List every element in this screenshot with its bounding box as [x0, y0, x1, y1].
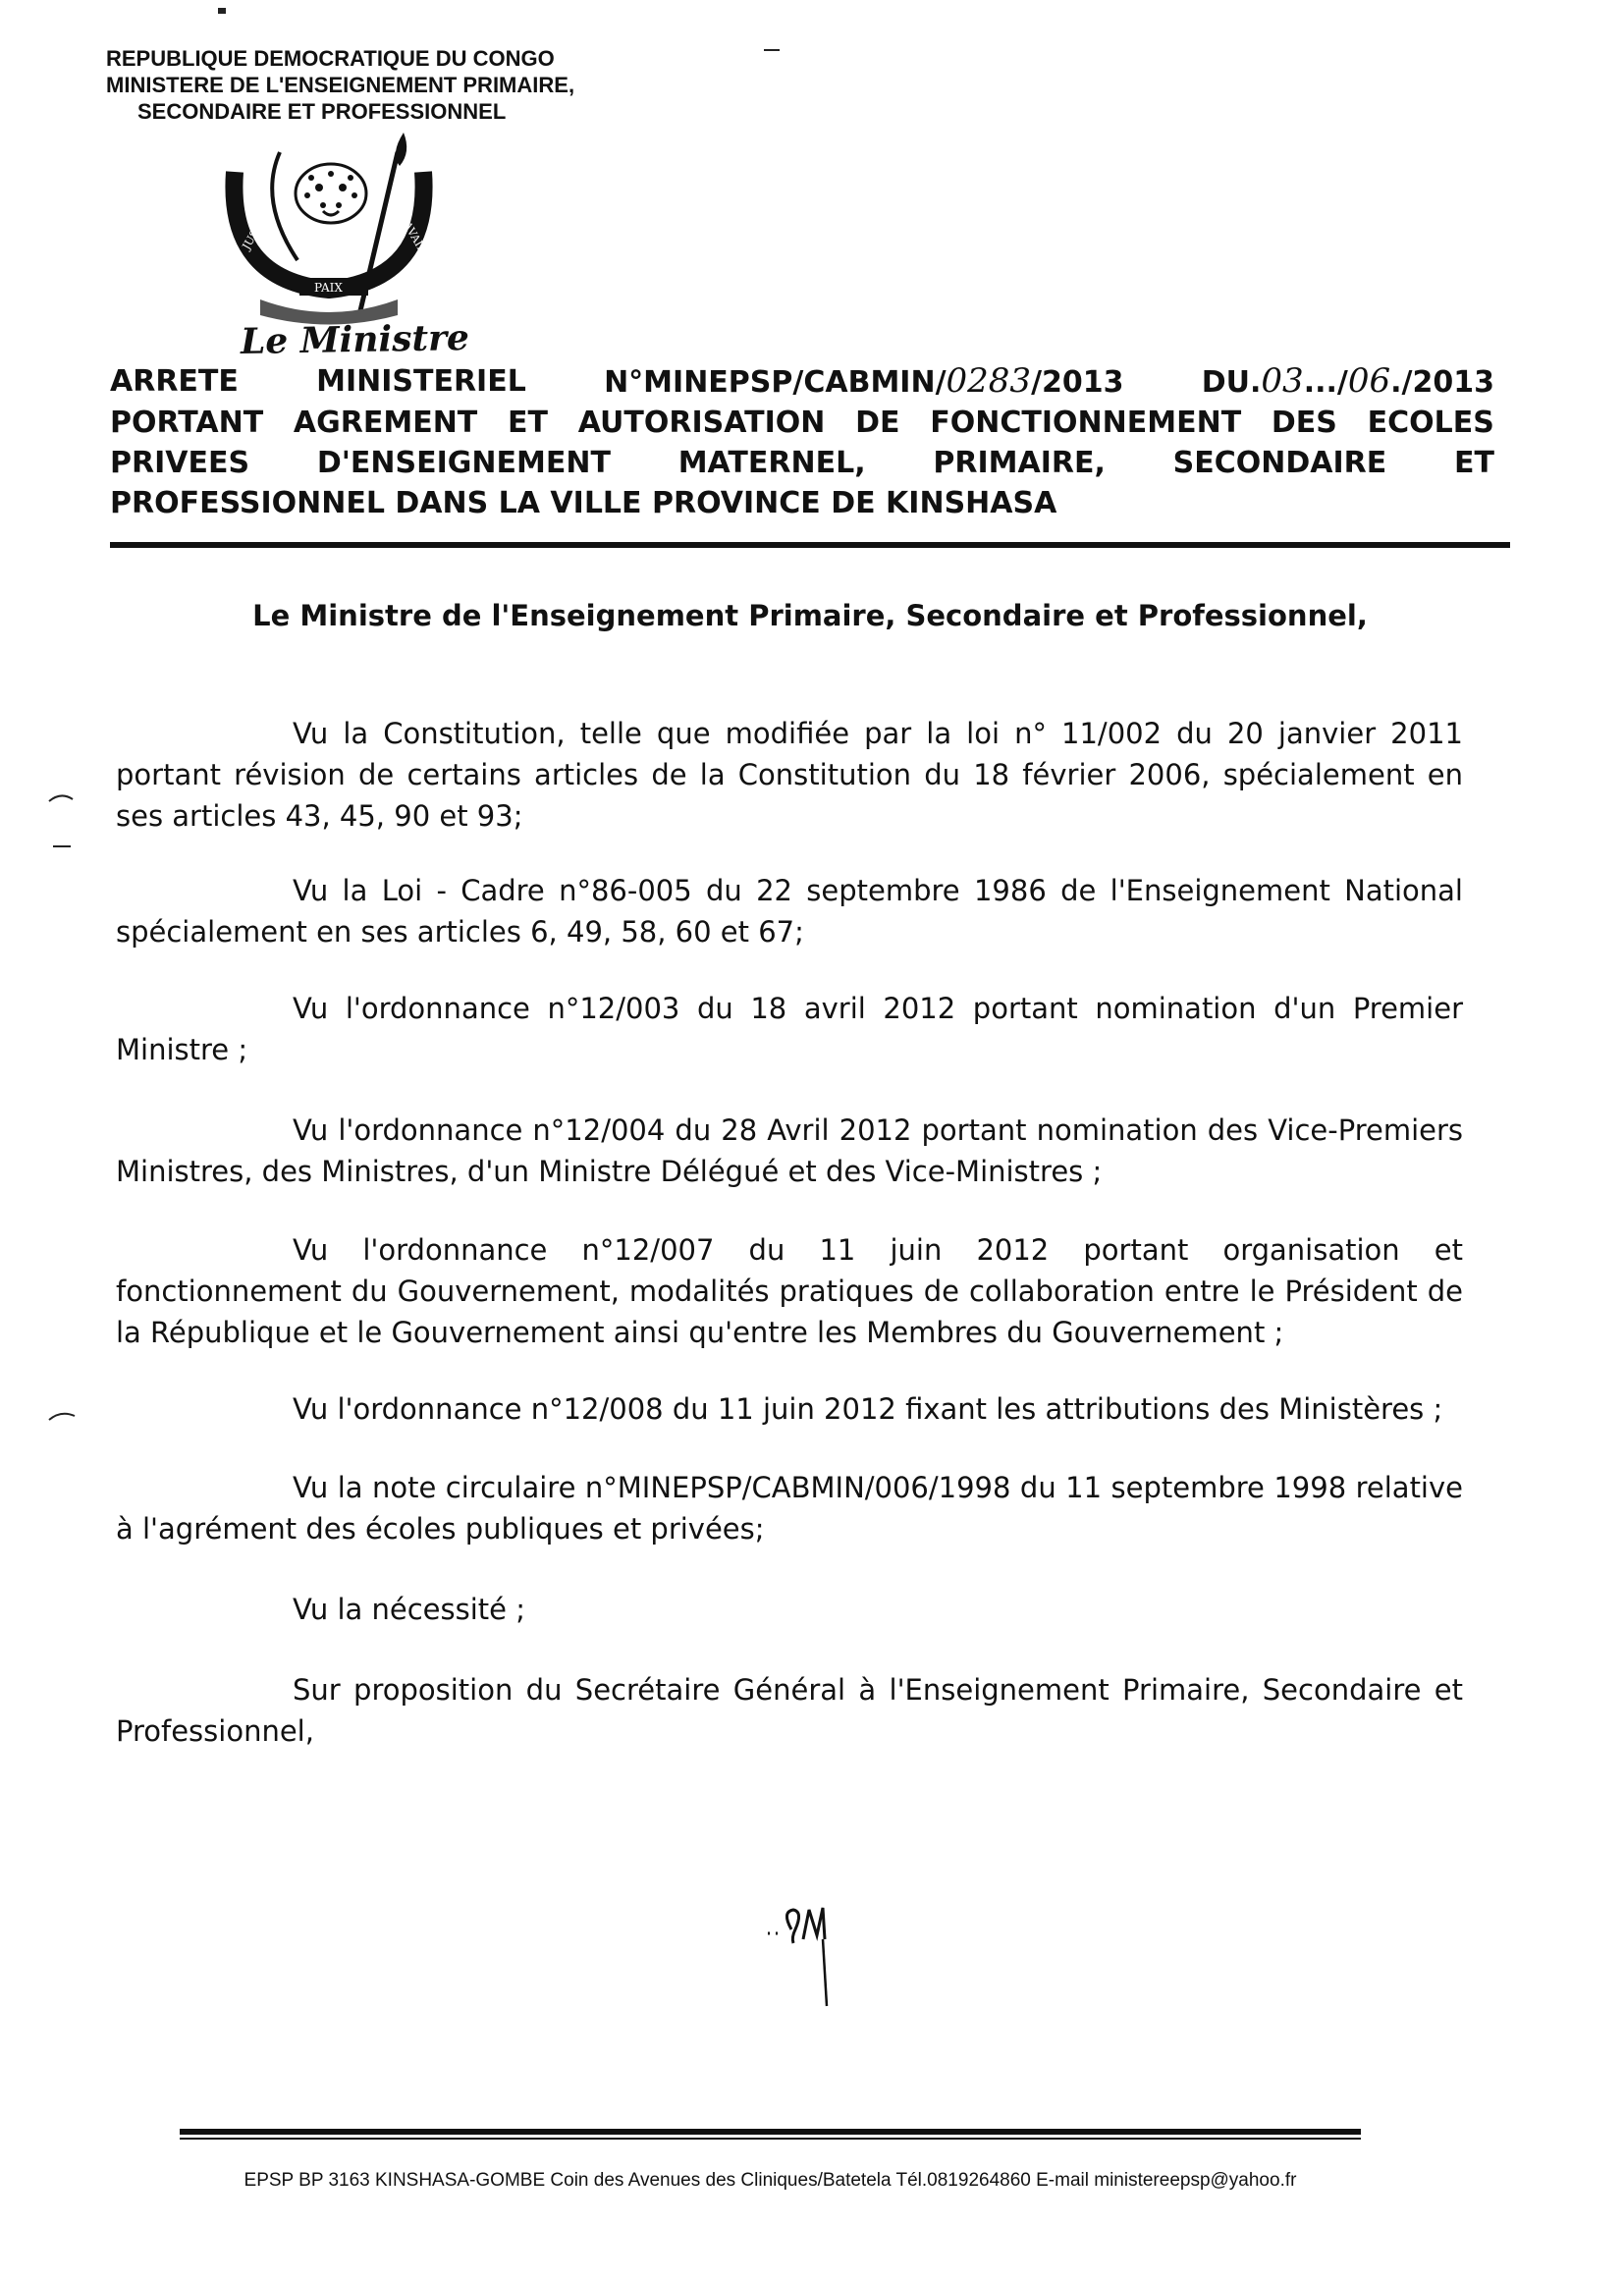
- title-word: DES: [1271, 406, 1337, 440]
- handwritten-day: 03: [1261, 361, 1304, 401]
- scan-mark: [764, 49, 780, 51]
- title-word: SECONDAIRE: [1172, 446, 1387, 480]
- paragraph: Sur proposition du Secrétaire Général à l'Enseignement Primaire, Secondaire et Professionnel,: [116, 1673, 1463, 1748]
- title-word: D'ENSEIGNEMENT: [316, 446, 611, 480]
- title-word: MATERNEL,: [677, 446, 866, 480]
- title-word: MINISTERIEL: [316, 364, 526, 399]
- paragraph: Vu la nécessité ;: [293, 1593, 525, 1626]
- title-reference: N°MINEPSP/CABMIN/0283/2013: [604, 361, 1124, 401]
- header-republic: REPUBLIQUE DEMOCRATIQUE DU CONGO: [106, 46, 555, 71]
- header-ministry-cont: SECONDAIRE ET PROFESSIONNEL: [137, 99, 507, 124]
- footer-divider: [180, 2129, 1361, 2135]
- paragraph: Vu la note circulaire n°MINEPSP/CABMIN/006/1998 du 11 septembre 1998 relative à l'agrément des écoles publiques et privées;: [116, 1471, 1463, 1546]
- title-line-1: [110, 361, 1494, 403]
- title-date: DU.03.../06./2013: [1201, 361, 1494, 401]
- title-line-2: [110, 403, 1494, 443]
- title-word: AGREMENT: [293, 406, 478, 440]
- title-word: ET: [508, 406, 548, 440]
- title-word: FONCTIONNEMENT: [930, 406, 1242, 440]
- document-title: [110, 361, 1494, 523]
- scan-mark: [218, 8, 226, 14]
- title-word: PRIMAIRE,: [933, 446, 1106, 480]
- footer-divider: [180, 2138, 1361, 2140]
- title-word: PRIVEES: [110, 446, 250, 480]
- svg-text:JUSTICE: JUSTICE: [240, 203, 276, 252]
- paragraph: Vu l'ordonnance n°12/003 du 18 avril 2012 portant nomination d'un Premier Ministre ;: [116, 992, 1463, 1066]
- header-ministry: MINISTERE DE L'ENSEIGNEMENT PRIMAIRE,: [106, 73, 575, 97]
- margin-mark: [43, 1404, 82, 1434]
- handwritten-initials: [764, 1900, 842, 2013]
- title-word: ECOLES: [1367, 406, 1494, 440]
- paragraph: Vu la Constitution, telle que modifiée par la loi n° 11/002 du 20 janvier 2011 portant révision de certains articles de la Constitution du 18 février 2006, spécialement en ses articles 43, 45, 90 et 93;: [116, 717, 1463, 833]
- paragraph: Vu la Loi - Cadre n°86-005 du 22 septembre 1986 de l'Enseignement National spécialement en ses articles 6, 49, 58, 60 et 67;: [116, 874, 1463, 949]
- footer-contact: EPSP BP 3163 KINSHASA-GOMBE Coin des Avenues des Cliniques/Batetela Tél.0819264860 E-mail ministereepsp@yahoo.fr: [244, 2170, 1297, 2191]
- title-word: ET: [1454, 446, 1494, 480]
- handwritten-number: 0283: [946, 361, 1032, 401]
- title-line-3: [110, 443, 1494, 483]
- title-word: PORTANT: [110, 406, 264, 440]
- coat-of-arms-icon: [221, 133, 466, 334]
- svg-text:TRAVAIL: TRAVAIL: [393, 206, 429, 255]
- title-line-4: PROFESSIONNEL DANS LA VILLE PROVINCE DE KINSHASA: [110, 486, 1057, 520]
- minister-heading: Le Ministre de l'Enseignement Primaire, Secondaire et Professionnel,: [252, 599, 1368, 632]
- title-word: DE: [855, 406, 900, 440]
- signatory-title: Le Ministre: [240, 316, 470, 363]
- paragraph: Vu l'ordonnance n°12/007 du 11 juin 2012 portant organisation et fonctionnement du Gouvernement, modalités pratiques de collaboration entre le Président de la République et le Gouvernement ainsi qu'entre les Membres du Gouvernement ;: [116, 1233, 1463, 1349]
- svg-text:PAIX: PAIX: [314, 281, 343, 295]
- title-word: ARRETE: [110, 364, 239, 399]
- paragraph: Vu l'ordonnance n°12/004 du 28 Avril 2012 portant nomination des Vice-Premiers Ministres, des Ministres, d'un Ministre Délégué et des Vice-Ministres ;: [116, 1113, 1463, 1188]
- paragraph: Vu l'ordonnance n°12/008 du 11 juin 2012 fixant les attributions des Ministères ;: [293, 1392, 1443, 1426]
- title-word: AUTORISATION: [577, 406, 826, 440]
- handwritten-month: 06: [1347, 361, 1391, 401]
- title-divider: [110, 542, 1510, 548]
- margin-mark: [43, 786, 82, 854]
